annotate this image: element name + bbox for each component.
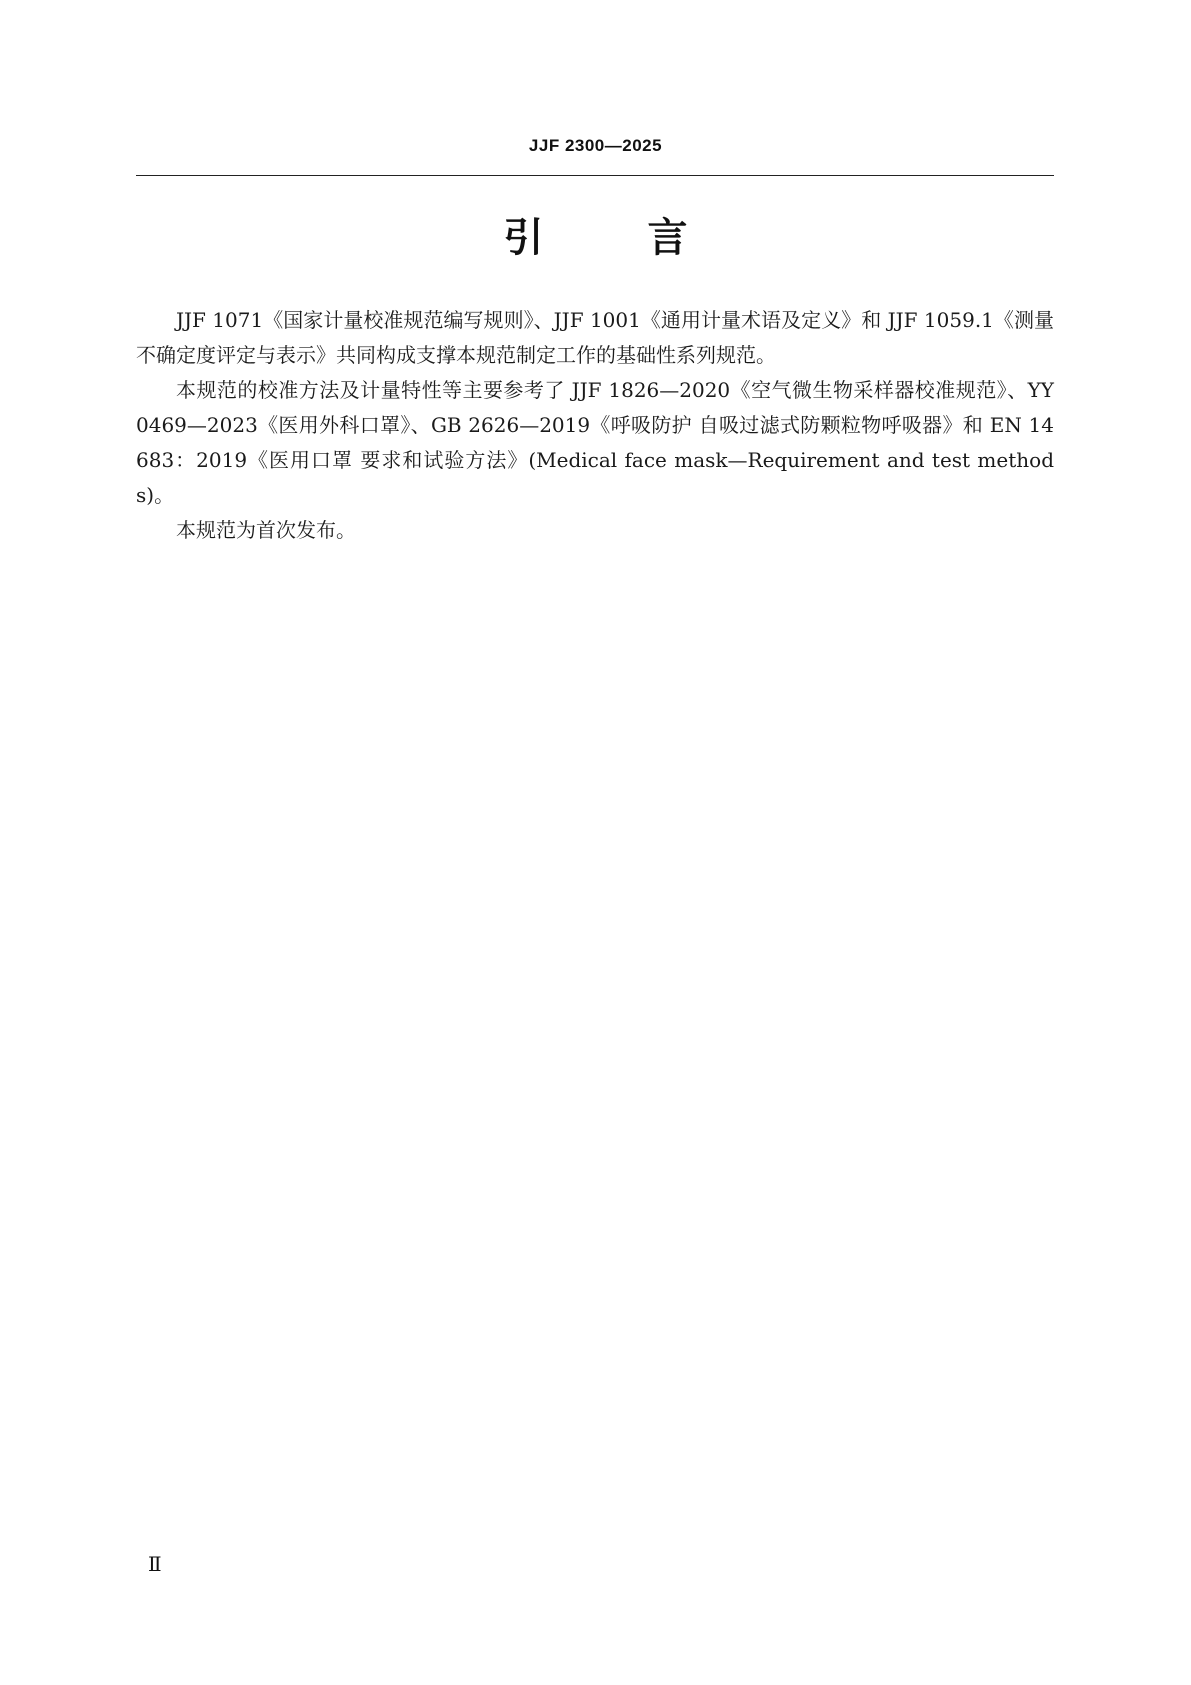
- paragraph-3: 本规范为首次发布。: [176, 518, 356, 542]
- title-char-2: 言: [647, 215, 688, 261]
- paragraph-2: 本规范的校准方法及计量特性等主要参考了 JJF 1826—2020《空气微生物采样器校准规范》、YY 0469—2023《医用外科口罩》、GB 2626—2019《呼吸防护 自吸过滤式防颗粒物呼吸器》和 EN 14683：2019《医用口罩 要求和试验方法》(Medical face mask—Requirement and test methods)。: [136, 378, 1054, 507]
- page-title: [0, 215, 1191, 261]
- header-divider: [136, 175, 1054, 176]
- paragraph-1: JJF 1071《国家计量校准规范编写规则》、JJF 1001《通用计量术语及定义》和 JJF 1059.1《测量不确定度评定与表示》共同构成支撑本规范制定工作的基础性系列规范。: [136, 308, 1054, 367]
- page-number: Ⅱ: [148, 1554, 162, 1576]
- standard-code-header: JJF 2300—2025: [528, 136, 663, 155]
- introduction-body: [136, 303, 1054, 548]
- title-char-1: 引: [503, 215, 544, 261]
